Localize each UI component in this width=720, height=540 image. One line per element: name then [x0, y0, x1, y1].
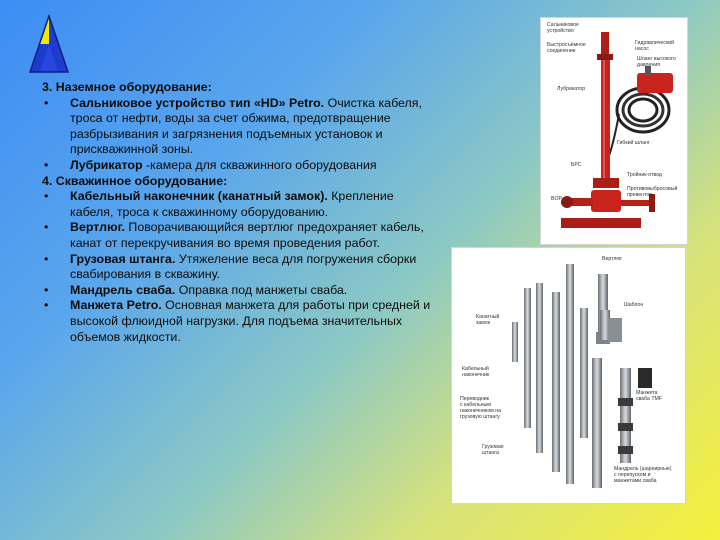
list-item — [42, 96, 434, 158]
item-title: Лубрикатор — [70, 157, 143, 172]
item-text: Утяжеление веса для погружения сборки свабирования в скважину. — [70, 251, 417, 282]
label-quick-connect: Быстросъёмное соединение — [547, 42, 586, 54]
label-high-pressure-hose: Шланг высокого давления — [637, 56, 676, 68]
label-swivel: Вертлюг — [602, 256, 623, 262]
surface-equipment-photo — [540, 17, 688, 245]
label-bop-full: Противовыбросовый превентор — [627, 186, 678, 198]
logo-triangle-icon — [28, 14, 70, 76]
label-swab-cup: Манжета сваба TMF — [636, 390, 663, 402]
list-item — [42, 158, 434, 174]
label-stuffing-box: Сальниковое устройство — [547, 22, 579, 34]
item-text: -камера для скважинного оборудования — [142, 157, 377, 172]
bullet-dot: • — [44, 157, 49, 172]
bullet-dot: • — [44, 282, 49, 297]
label-flexible-hose: Гибкий шланг — [617, 140, 650, 146]
list-item — [42, 298, 434, 345]
item-title: Сальниковое устройство тип «HD» Petro. — [70, 95, 325, 110]
bullet-dot: • — [44, 220, 49, 235]
item-title: Мандрель сваба. — [70, 282, 176, 297]
section3-heading: 3. Наземное оборудование: — [42, 80, 212, 94]
label-bop: BOP — [551, 196, 562, 202]
label-gauge: Шаблон — [624, 302, 644, 308]
label-sinker-bar: Грузовая штанга — [482, 444, 504, 456]
item-title: Кабельный наконечник (канатный замок). — [70, 189, 328, 204]
list-item — [42, 189, 434, 220]
label-cable-head: Кабельный наконечник — [462, 366, 490, 378]
label-lubricator: Лубрикатор — [557, 86, 586, 92]
item-text: Поворачивающийся вертлюг предохраняет кабель, канат от перекручивания во время проведения работ. — [70, 220, 424, 250]
bullet-dot: • — [44, 189, 49, 204]
label-tee: Тройник-отвод — [627, 172, 662, 178]
downhole-equipment-photo — [451, 247, 686, 504]
bullet-dot: • — [44, 298, 49, 313]
item-text: Очистка кабеля, троса от нефти, воды за счет обжима, предотвращение разбрызивания и загрязнения подъемных установок и прискважинной зоны. — [70, 95, 422, 157]
bullet-dot: • — [44, 95, 49, 110]
label-mandrel: Мандрель (шарнирные) с перепуском и манжетами сваба — [614, 466, 672, 484]
bullet-dot: • — [44, 251, 49, 266]
label-hydraulic-pump: Гидравлический насос — [635, 40, 675, 52]
list-item — [42, 220, 434, 251]
item-title: Грузовая штанга. — [70, 251, 176, 266]
list-item — [42, 252, 434, 283]
item-text: Оправка под манжеты сваба. — [175, 282, 348, 297]
item-title: Вертлюг. — [70, 220, 125, 235]
equipment-description — [42, 80, 434, 345]
label-rope-socket: Канатный замок — [476, 314, 500, 326]
item-text: Крепление кабеля, троса к скважинному оборудованию. — [70, 189, 394, 219]
section4-heading: 4. Скважинное оборудование: — [42, 173, 228, 188]
item-title: Манжета Petro. — [70, 298, 162, 313]
list-item — [42, 283, 434, 299]
label-crossover: Переводник с кабельным наконечником на грузовую штангу — [460, 396, 501, 420]
label-brs: БРС — [571, 162, 582, 168]
item-text: Основная манжета для работы при средней и высокой флюидной нагрузки. Для подъема значительных объемов жидкости. — [70, 298, 431, 344]
